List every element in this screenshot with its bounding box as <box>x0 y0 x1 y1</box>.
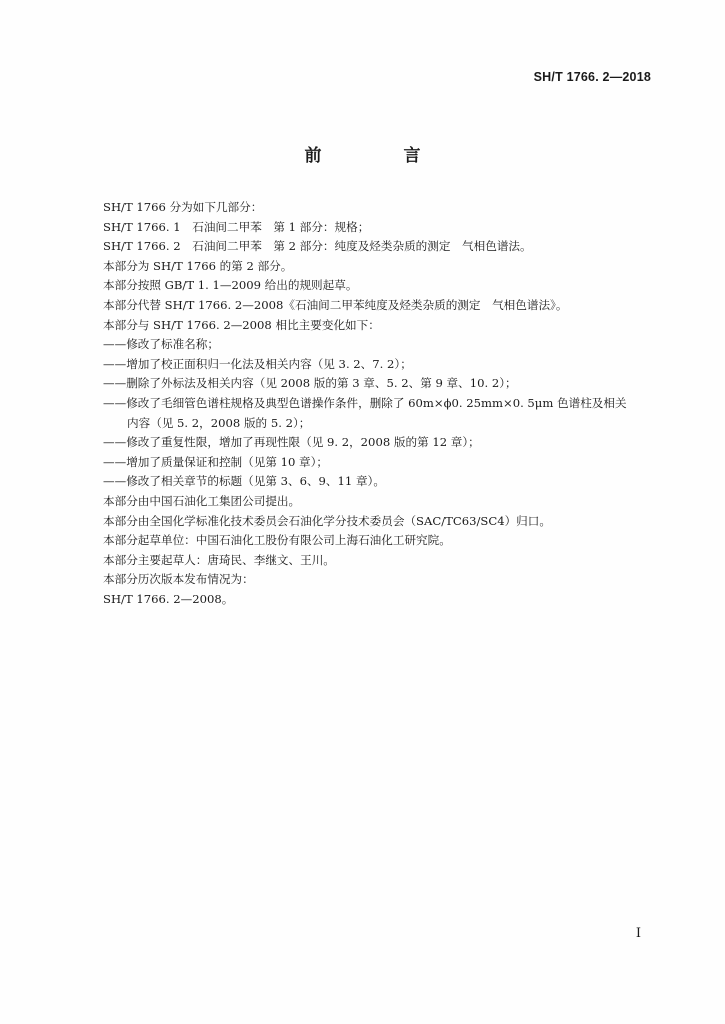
paragraph-line: SH/T 1766. 1 石油间二甲苯 第 1 部分：规格； <box>103 219 370 234</box>
paragraph-line: 本部分由中国石油化工集团公司提出。 <box>103 493 301 508</box>
document-code: SH/T 1766. 2—2018 <box>533 70 651 84</box>
change-list-item-continuation: 内容（见 5. 2，2008 版的 5. 2）； <box>127 415 311 430</box>
paragraph-line: 本部分起草单位：中国石油化工股份有限公司上海石油化工研究院。 <box>103 533 451 548</box>
page-number: I <box>635 926 641 941</box>
change-list-item: ——增加了校正面积归一化法及相关内容（见 3. 2、7. 2）； <box>103 356 412 371</box>
paragraph-line: 本部分由全国化学标准化技术委员会石油化学分技术委员会（SAC/TC63/SC4）归口。 <box>103 513 551 528</box>
paragraph-line: 本部分主要起草人：唐琦民、李继文、王川。 <box>103 552 335 567</box>
change-list-item: ——修改了标准名称； <box>103 337 219 352</box>
paragraph-line: 本部分代替 SH/T 1766. 2—2008《石油间二甲苯纯度及烃类杂质的测定 气相色谱法》。 <box>103 297 568 312</box>
foreword-body <box>103 198 663 609</box>
change-list-item: ——增加了质量保证和控制（见第 10 章）； <box>103 454 329 469</box>
change-list-item: ——修改了相关章节的标题（见第 3、6、9、11 章）。 <box>103 474 385 489</box>
paragraph-line: SH/T 1766. 2 石油间二甲苯 第 2 部分：纯度及烃类杂质的测定 气相色谱法。 <box>103 239 532 254</box>
page-title: 前 言 <box>304 146 459 166</box>
change-list-item: ——删除了外标法及相关内容（见 2008 版的第 3 章、5. 2、第 9 章、10. 2）； <box>103 376 517 391</box>
change-list-item: ——修改了毛细管色谱柱规格及典型色谱操作条件，删除了 60m×ϕ0. 25mm×0. 5μm 色谱柱及相关 <box>103 395 627 410</box>
paragraph-line: 本部分为 SH/T 1766 的第 2 部分。 <box>103 258 293 273</box>
paragraph-line: 本部分按照 GB/T 1. 1—2009 给出的规则起草。 <box>103 278 358 293</box>
paragraph-line: SH/T 1766. 2—2008。 <box>103 591 234 606</box>
paragraph-line: 本部分历次版本发布情况为： <box>103 572 254 587</box>
paragraph-line: SH/T 1766 分为如下几部分： <box>103 200 263 214</box>
change-list-item: ——修改了重复性限，增加了再现性限（见 9. 2，2008 版的第 12 章）； <box>103 435 480 450</box>
paragraph-line: 本部分与 SH/T 1766. 2—2008 相比主要变化如下： <box>103 317 380 332</box>
